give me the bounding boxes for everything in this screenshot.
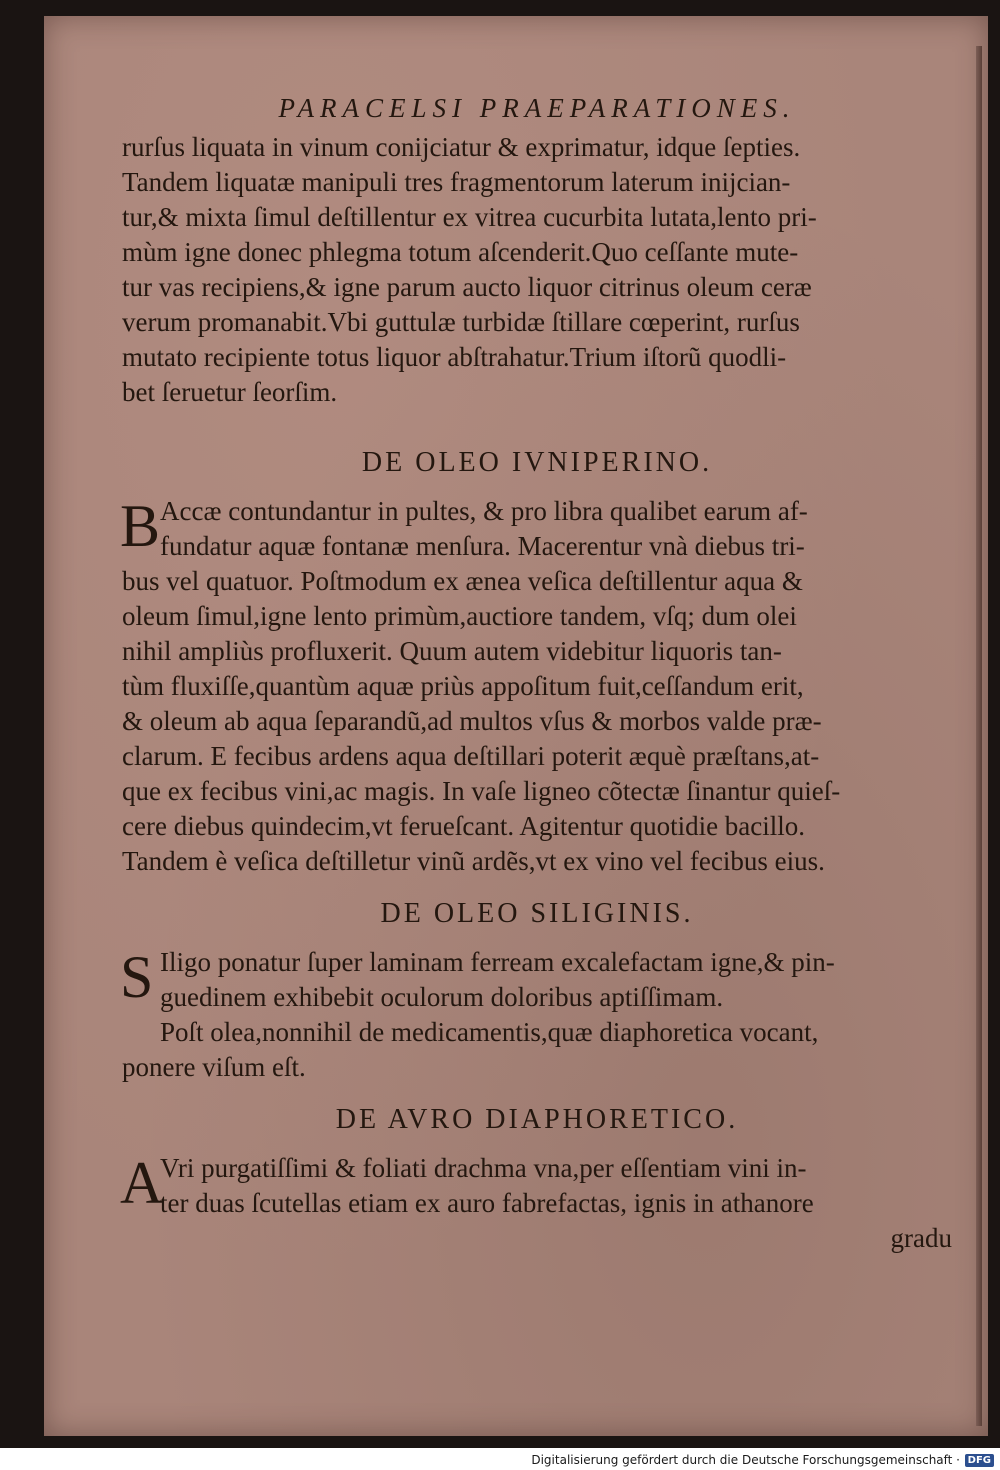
text-line: tur vas recipiens,& igne parum aucto liquor citrinus oleum ceræ	[122, 272, 812, 302]
drop-initial: A	[120, 1150, 164, 1216]
text-line: guedinem exhibebit oculorum doloribus aptiſſimam.	[160, 982, 724, 1012]
text-line: Accæ contundantur in pultes, & pro libra qualibet earum af-	[160, 496, 808, 526]
page-edge	[976, 46, 982, 1426]
text-line: cere diebus quindecim,vt ferueſcant. Agitentur quotidie bacillo.	[122, 811, 806, 841]
text-line: oleum ſimul,igne lento primùm,auctiore tandem, vſq; dum olei	[122, 601, 797, 631]
drop-initial: S	[120, 944, 154, 1010]
catchword: gradu	[890, 1223, 952, 1253]
text-line: mùm igne donec phlegma totum aſcenderit.Quo ceſſante mute-	[122, 237, 799, 267]
text-line: bus vel quatuor. Poſtmodum ex ænea veſica deſtillentur aqua &	[122, 566, 803, 596]
text-line: Tandem è veſica deſtilletur vinũ ardẽs,vt ex vino vel fecibus eius.	[122, 846, 825, 876]
text-line: bet ſeruetur ſeorſim.	[122, 377, 338, 407]
text-line: fundatur aquæ fontanæ menſura. Macerentur vnà diebus tri-	[160, 531, 805, 561]
section-heading-avro: DE AVRO DIAPHORETICO.	[335, 1104, 739, 1135]
dfg-logo-icon: DFG	[965, 1454, 994, 1467]
section-heading-iuniperino: DE OLEO IVNIPERINO.	[361, 447, 713, 478]
running-head: PARACELSI PRAEPARATIONES.	[278, 93, 796, 123]
paragraph-siliginis	[122, 945, 952, 1085]
paragraph-avro	[122, 1151, 952, 1256]
text-line: tùm fluxiſſe,quantùm aquæ priùs appoſitum fuit,ceſſandum erit,	[122, 671, 804, 701]
text-line: clarum. E fecibus ardens aqua deſtillari poterit æquè præſtans,at-	[122, 741, 820, 771]
text-line: Poſt olea,nonnihil de medicamentis,quæ diaphoretica vocant,	[160, 1017, 819, 1047]
text-line: mutato recipiente totus liquor abſtrahatur.Trium iſtorũ quodli-	[122, 342, 787, 372]
text-line: ter duas ſcutellas etiam ex auro fabrefactas, ignis in athanore	[160, 1188, 814, 1218]
text-line: verum promanabit.Vbi guttulæ turbidæ ſtillare cœperint, rurſus	[122, 307, 800, 337]
text-block	[122, 86, 952, 1256]
text-line: nihil ampliùs profluxerit. Quum autem videbitur liquoris tan-	[122, 636, 782, 666]
drop-initial: B	[120, 493, 161, 559]
section-heading-siliginis: DE OLEO SILIGINIS.	[380, 898, 694, 929]
footer-bar	[0, 1448, 1000, 1470]
text-line: ponere viſum eſt.	[122, 1052, 306, 1082]
text-line: & oleum ab aqua ſeparandũ,ad multos vſus & morbos valde præ-	[122, 706, 822, 736]
text-line: Vri purgatiſſimi & foliati drachma vna,per eſſentiam vini in-	[160, 1153, 807, 1183]
text-line: tur,& mixta ſimul deſtillentur ex vitrea cucurbita lutata,lento pri-	[122, 202, 817, 232]
text-line: Tandem liquatæ manipuli tres fragmentorum laterum inijcian-	[122, 167, 791, 197]
text-line: rurſus liquata in vinum conijciatur & exprimatur, idque ſepties.	[122, 132, 801, 162]
intro-paragraph	[122, 130, 952, 410]
text-line: Iligo ponatur ſuper laminam ferream excalefactam igne,& pin-	[160, 947, 835, 977]
funding-notice: Digitalisierung gefördert durch die Deutsche Forschungsgemeinschaft ·	[531, 1453, 960, 1467]
paragraph-iuniperino	[122, 494, 952, 879]
text-line: que ex fecibus vini,ac magis. In vaſe ligneo cõtectæ ſinantur quieſ-	[122, 776, 841, 806]
